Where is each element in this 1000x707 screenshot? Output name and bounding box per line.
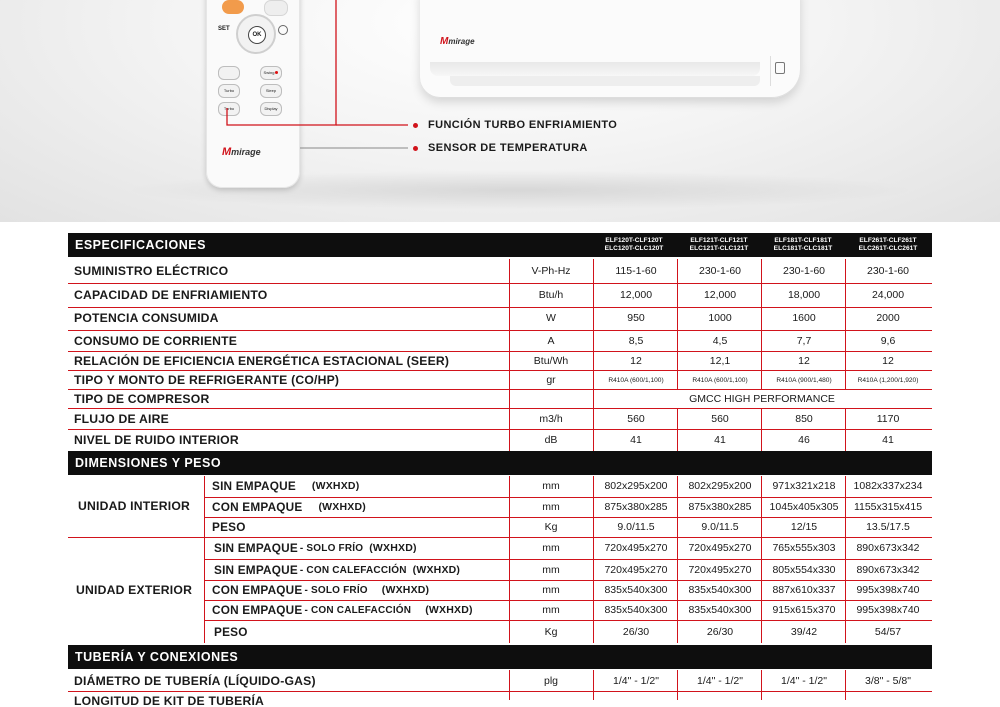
col-divider bbox=[593, 476, 594, 643]
set-label: SET bbox=[218, 26, 230, 32]
row-label: CON EMPAQUE - CON CALEFACCIÓN (WXHXD) bbox=[212, 603, 473, 617]
row-unit: Kg bbox=[544, 521, 558, 533]
row-value: 26/30 bbox=[622, 626, 650, 638]
row-value: 890x673x342 bbox=[856, 564, 920, 576]
col-divider bbox=[761, 476, 762, 643]
row-unit: A bbox=[547, 335, 555, 347]
row-value: 765x555x303 bbox=[772, 542, 836, 554]
spec-row-refrigerant bbox=[68, 370, 932, 390]
row-label: DIÁMETRO DE TUBERÍA (LÍQUIDO-GAS) bbox=[74, 673, 316, 688]
remote-button-sleep: Sleep bbox=[260, 84, 282, 98]
row-unit: mm bbox=[542, 584, 560, 596]
row-value: 12,000 bbox=[619, 289, 653, 301]
row-value: 12,000 bbox=[703, 289, 737, 301]
row-unit: plg bbox=[543, 674, 558, 687]
row-value: 1000 bbox=[708, 312, 732, 324]
row-value: 720x495x270 bbox=[688, 542, 752, 554]
outdoor-row bbox=[68, 538, 932, 558]
row-unit: mm bbox=[542, 564, 560, 576]
row-value: 230-1-60 bbox=[866, 265, 910, 277]
col-divider bbox=[509, 259, 510, 451]
row-unit: Btu/Wh bbox=[533, 354, 569, 367]
row-value: 1600 bbox=[792, 312, 816, 324]
row-value: 875x380x285 bbox=[688, 501, 752, 513]
row-value: 1/4" - 1/2" bbox=[613, 674, 659, 687]
row-unit: Btu/h bbox=[538, 289, 564, 301]
row-label: FLUJO DE AIRE bbox=[74, 412, 169, 426]
col-divider bbox=[677, 476, 678, 643]
row-value: 12 bbox=[882, 354, 894, 367]
row-unit: mm bbox=[542, 480, 560, 492]
row-value: 560 bbox=[627, 413, 645, 425]
row-value: 41 bbox=[882, 434, 894, 446]
row-value: 115-1-60 bbox=[615, 265, 657, 277]
piping-header-row bbox=[68, 645, 932, 669]
dimensions-header-row bbox=[68, 451, 932, 475]
indoor-row bbox=[68, 476, 932, 496]
row-value: 875x380x285 bbox=[604, 501, 668, 513]
row-value: R410A (600/1,100) bbox=[692, 376, 748, 384]
row-value: 995x398x740 bbox=[856, 584, 920, 596]
row-value: 720x495x270 bbox=[604, 542, 668, 554]
row-value: 850 bbox=[795, 413, 813, 425]
row-value: 1155x315x415 bbox=[853, 501, 923, 513]
piping-row bbox=[68, 670, 932, 691]
callout-bullet bbox=[413, 146, 418, 151]
outdoor-row bbox=[68, 600, 932, 620]
row-label: POTENCIA CONSUMIDA bbox=[74, 311, 219, 325]
spec-row-power bbox=[68, 307, 932, 329]
spec-row-capacity bbox=[68, 284, 932, 306]
col-divider bbox=[204, 476, 205, 643]
row-label: NIVEL DE RUIDO INTERIOR bbox=[74, 433, 239, 447]
row-unit: mm bbox=[542, 501, 560, 513]
col-divider bbox=[677, 259, 678, 389]
row-unit: W bbox=[546, 312, 556, 324]
row-value: 720x495x270 bbox=[604, 564, 668, 576]
spec-row-noise bbox=[68, 429, 932, 451]
row-value: 835x540x300 bbox=[688, 604, 752, 616]
row-label: SUMINISTRO ELÉCTRICO bbox=[74, 264, 229, 278]
callout-lines bbox=[0, 0, 1000, 222]
row-value: 835x540x300 bbox=[604, 604, 668, 616]
remote-button-display: Display bbox=[260, 102, 282, 116]
row-unit: Kg bbox=[544, 626, 558, 638]
indoor-unit-label: UNIDAD INTERIOR bbox=[78, 499, 191, 513]
row-value: 1170 bbox=[876, 413, 900, 425]
row-label: CON EMPAQUE (WXHXD) bbox=[212, 500, 366, 514]
row-value: 24,000 bbox=[871, 289, 905, 301]
row-value: 9.0/11.5 bbox=[617, 521, 655, 533]
model-col-2: ELF121T-CLF121T ELC121T-CLC121T bbox=[689, 237, 749, 252]
row-unit: mm bbox=[542, 542, 560, 554]
col-divider bbox=[677, 670, 678, 700]
outdoor-row bbox=[68, 621, 932, 643]
col-divider bbox=[845, 259, 846, 389]
row-value: 12,1 bbox=[709, 354, 731, 367]
row-unit: m3/h bbox=[539, 413, 563, 425]
outdoor-unit-label: UNIDAD EXTERIOR bbox=[76, 583, 193, 597]
col-divider bbox=[677, 408, 678, 451]
row-value: 41 bbox=[630, 434, 642, 446]
row-value: 890x673x342 bbox=[856, 542, 920, 554]
row-label: TIPO DE COMPRESOR bbox=[74, 391, 210, 406]
row-value: R410A (1,200/1,920) bbox=[857, 376, 919, 384]
col-divider bbox=[509, 670, 510, 700]
row-value: 1082x337x234 bbox=[853, 480, 923, 492]
row-label: SIN EMPAQUE - CON CALEFACCIÓN (WXHXD) bbox=[214, 563, 461, 577]
row-value: 12/15 bbox=[790, 521, 818, 533]
compressor-value: GMCC HIGH PERFORMANCE bbox=[689, 392, 835, 405]
row-value: 230-1-60 bbox=[698, 265, 742, 277]
row-value: 230-1-60 bbox=[782, 265, 826, 277]
unit-logo: M mirage bbox=[440, 36, 475, 47]
row-value: 1/4" - 1/2" bbox=[781, 674, 827, 687]
col-divider bbox=[593, 670, 594, 700]
spec-row-airflow bbox=[68, 408, 932, 430]
row-unit: dB bbox=[544, 434, 558, 446]
remote-button-swing: Swing bbox=[260, 66, 282, 80]
row-value: 12 bbox=[630, 354, 642, 367]
row-value: 1045x405x305 bbox=[769, 501, 839, 513]
row-value: 9,6 bbox=[880, 335, 896, 347]
row-unit: gr bbox=[546, 374, 556, 386]
row-value: 39/42 bbox=[790, 626, 818, 638]
dimensions-header: DIMENSIONES Y PESO bbox=[75, 456, 222, 470]
row-value: 7,7 bbox=[796, 335, 812, 347]
row-value: 887x610x337 bbox=[772, 584, 836, 596]
row-value: 915x615x370 bbox=[772, 604, 836, 616]
callout-sensor: SENSOR DE TEMPERATURA bbox=[413, 142, 588, 154]
outdoor-row bbox=[68, 560, 932, 580]
row-label: TIPO Y MONTO DE REFRIGERANTE (CO/HP) bbox=[74, 373, 340, 387]
row-value: 805x554x330 bbox=[772, 564, 836, 576]
col-divider bbox=[761, 408, 762, 451]
col-divider bbox=[509, 476, 510, 643]
model-col-4: ELF261T-CLF261T ELC261T-CLC261T bbox=[858, 237, 918, 252]
row-value: 971x321x218 bbox=[772, 480, 836, 492]
row-label: SIN EMPAQUE (WXHXD) bbox=[212, 479, 360, 493]
row-value: 2000 bbox=[876, 312, 900, 324]
callout-bullet bbox=[413, 123, 418, 128]
callout-turbo: FUNCIÓN TURBO ENFRIAMIENTO bbox=[413, 119, 617, 131]
row-label: RELACIÓN DE EFICIENCIA ENERGÉTICA ESTACIONAL (SEER) bbox=[74, 353, 450, 368]
piping-header: TUBERÍA Y CONEXIONES bbox=[75, 650, 239, 664]
row-value: 41 bbox=[714, 434, 726, 446]
col-divider bbox=[845, 408, 846, 451]
row-label: CON EMPAQUE - SOLO FRÍO (WXHXD) bbox=[212, 583, 430, 597]
row-label: CAPACIDAD DE ENFRIAMIENTO bbox=[74, 288, 268, 302]
row-value: R410A (600/1,100) bbox=[608, 376, 664, 384]
piping-row bbox=[68, 691, 932, 707]
indoor-row bbox=[68, 497, 932, 517]
spec-header-row bbox=[68, 233, 932, 257]
row-value: 54/57 bbox=[874, 626, 902, 638]
model-col-3: ELF181T-CLF181T ELC181T-CLC181T bbox=[773, 237, 833, 252]
row-value: 8,5 bbox=[628, 335, 644, 347]
col-divider bbox=[845, 670, 846, 700]
row-value: 1/4" - 1/2" bbox=[697, 674, 743, 687]
row-value: 3/8" - 5/8" bbox=[865, 674, 911, 687]
remote-button-turbo: Turbo bbox=[218, 84, 240, 98]
row-value: 835x540x300 bbox=[604, 584, 668, 596]
spec-row-current bbox=[68, 330, 932, 352]
row-value: 802x295x200 bbox=[688, 480, 752, 492]
remote-logo: M mirage bbox=[222, 146, 261, 158]
col-divider bbox=[761, 670, 762, 700]
spec-row-compressor bbox=[68, 389, 932, 408]
outdoor-row bbox=[68, 580, 932, 600]
row-label: LONGITUD DE KIT DE TUBERÍA bbox=[74, 694, 265, 707]
row-label: PESO bbox=[212, 520, 246, 534]
remote-button-turbo-2: Turbo bbox=[218, 102, 240, 116]
row-value: 46 bbox=[798, 434, 810, 446]
row-value: 835x540x300 bbox=[688, 584, 752, 596]
spec-row-supply bbox=[68, 260, 932, 282]
row-value: 9.0/11.5 bbox=[701, 521, 739, 533]
row-value: 950 bbox=[627, 312, 645, 324]
row-label: SIN EMPAQUE - SOLO FRÍO (WXHXD) bbox=[214, 541, 417, 555]
row-value: 995x398x740 bbox=[856, 604, 920, 616]
spec-header: ESPECIFICACIONES bbox=[75, 238, 206, 252]
row-value: 18,000 bbox=[787, 289, 821, 301]
row-value: 12 bbox=[798, 354, 810, 367]
row-value: 26/30 bbox=[706, 626, 734, 638]
model-col-1: ELF120T-CLF120T ELC120T-CLC120T bbox=[604, 237, 664, 252]
row-label: CONSUMO DE CORRIENTE bbox=[74, 334, 238, 348]
col-divider bbox=[845, 476, 846, 643]
row-value: 560 bbox=[711, 413, 729, 425]
col-divider bbox=[761, 259, 762, 389]
spec-row-seer bbox=[68, 351, 932, 370]
row-value: 720x495x270 bbox=[688, 564, 752, 576]
row-label: PESO bbox=[214, 625, 248, 639]
row-value: 13.5/17.5 bbox=[866, 521, 910, 533]
row-value: 4,5 bbox=[712, 335, 728, 347]
indoor-row bbox=[68, 517, 932, 537]
ok-button: OK bbox=[248, 26, 266, 44]
col-divider bbox=[593, 259, 594, 451]
product-hero bbox=[0, 0, 1000, 222]
row-value: R410A (900/1,480) bbox=[776, 376, 832, 384]
row-unit: mm bbox=[542, 604, 560, 616]
row-unit: V-Ph-Hz bbox=[531, 265, 571, 277]
row-value: 802x295x200 bbox=[604, 480, 668, 492]
